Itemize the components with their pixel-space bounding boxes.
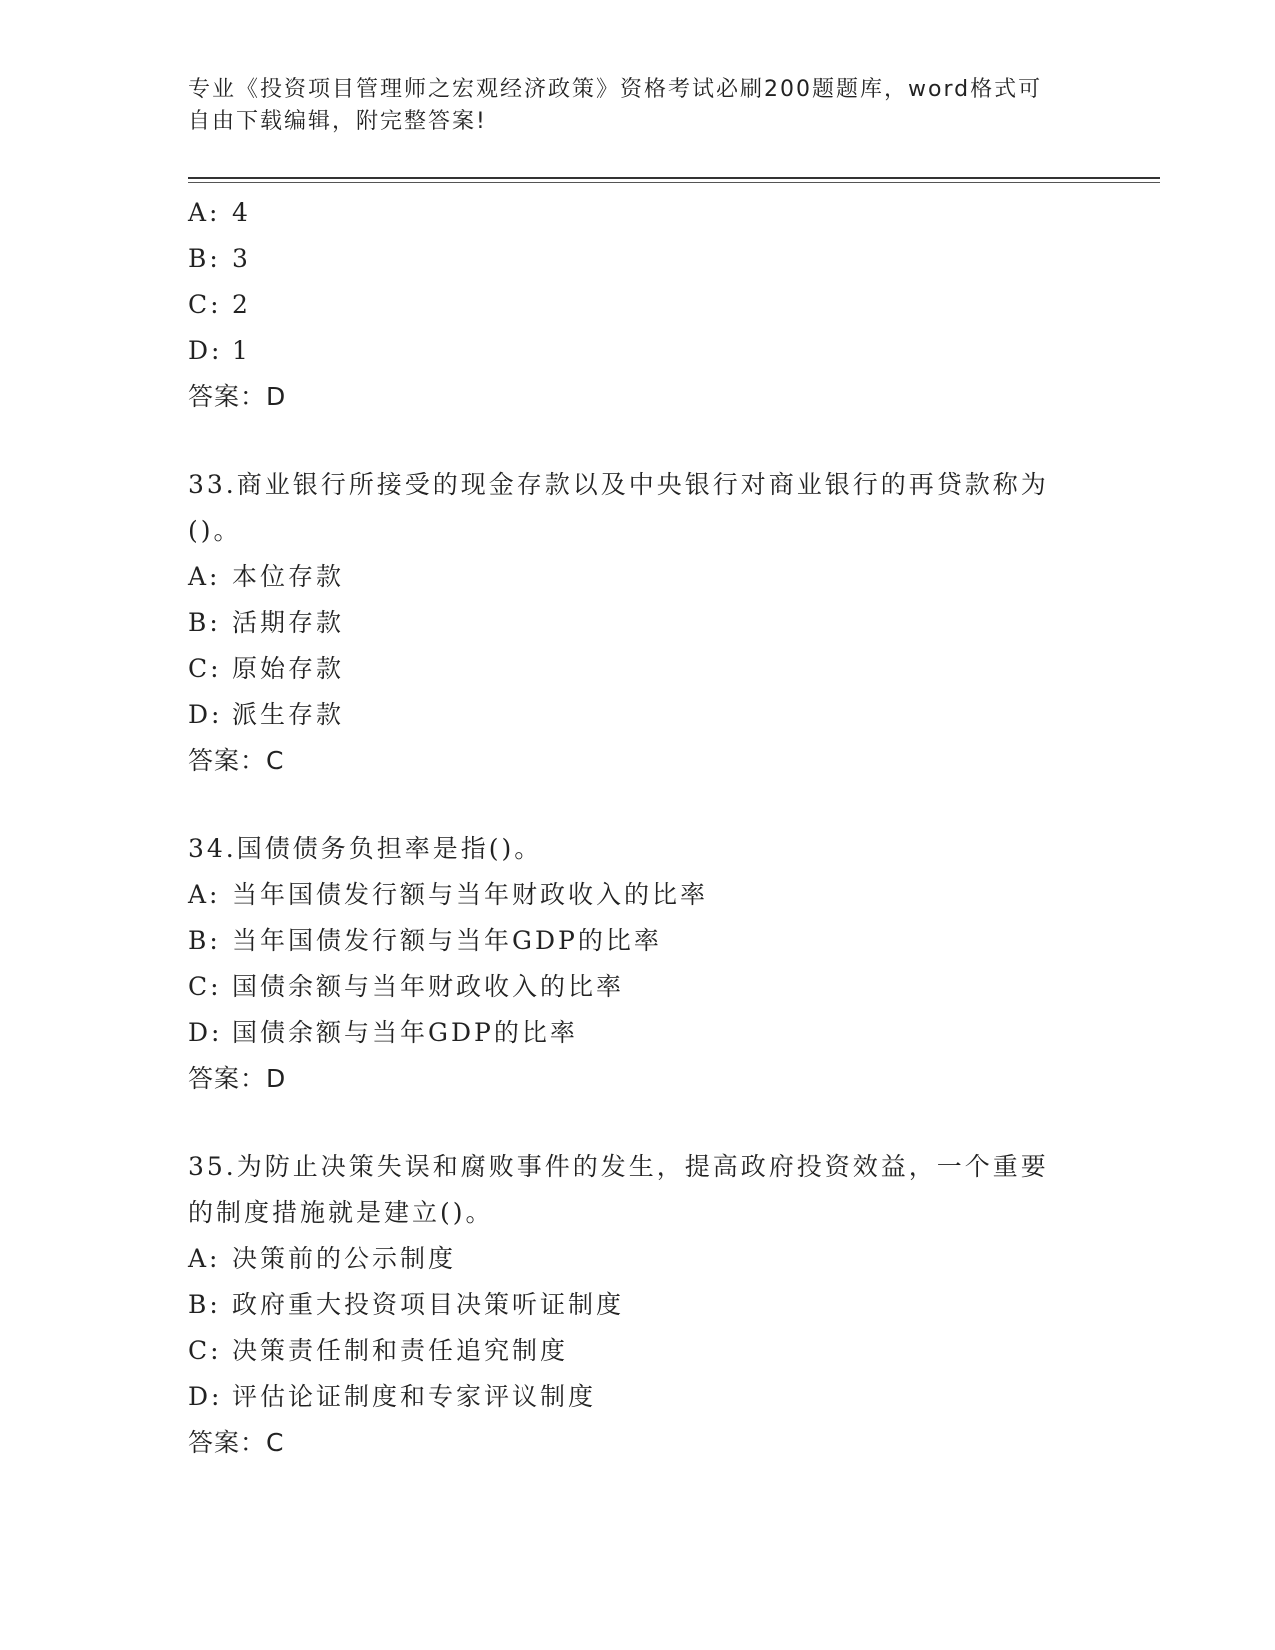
option-key: A: [188,1244,221,1273]
question-stem: 34.国债债务负担率是指()。 [188,834,543,863]
document-header [188,74,1068,138]
question-stem-continued: 的制度措施就是建立()。 [188,1198,494,1227]
header-line-2: 自由下载编辑，附完整答案! [188,109,487,134]
question-32 [188,190,1088,420]
option-key: D: [188,700,223,729]
option-key: B: [188,926,221,955]
option-text: 政府重大投资项目决策听证制度 [232,1290,625,1319]
option-text: 决策前的公示制度 [232,1244,457,1273]
option-key: C: [188,290,222,319]
option-text: 派生存款 [232,700,345,729]
question-35 [188,1144,1088,1466]
option-key: C: [188,972,222,1001]
answer-label: 答案：D [188,1064,287,1093]
option-b [188,1282,1088,1328]
header-rule-thin [188,182,1160,183]
option-text: 1 [232,336,251,365]
option-b [188,236,1088,282]
option-key: D: [188,1382,223,1411]
question-stem-continued: ()。 [188,516,242,545]
option-text: 决策责任制和责任追究制度 [232,1336,569,1365]
option-text: 国债余额与当年财政收入的比率 [232,972,625,1001]
option-c [188,282,1088,328]
header-line-1: 专业《投资项目管理师之宏观经济政策》资格考试必刷200题题库，word格式可 [188,77,1043,102]
option-text: 4 [232,198,251,227]
question-33 [188,462,1088,784]
option-d [188,1374,1088,1420]
option-key: B: [188,1290,221,1319]
option-text: 国债余额与当年GDP的比率 [232,1018,578,1047]
option-c [188,964,1088,1010]
option-text: 3 [232,244,251,273]
option-key: B: [188,608,221,637]
option-d [188,692,1088,738]
option-key: A: [188,880,221,909]
question-stem: 35.为防止决策失误和腐败事件的发生，提高政府投资效益，一个重要 [188,1152,1049,1181]
option-key: D: [188,336,223,365]
option-text: 本位存款 [232,562,345,591]
question-stem: 33.商业银行所接受的现金存款以及中央银行对商业银行的再贷款称为 [188,470,1049,499]
option-text: 2 [232,290,251,319]
option-b [188,918,1088,964]
answer-label: 答案：C [188,746,285,775]
option-text: 原始存款 [232,654,345,683]
option-key: D: [188,1018,223,1047]
option-key: A: [188,562,221,591]
option-text: 当年国债发行额与当年GDP的比率 [232,926,662,955]
option-text: 活期存款 [232,608,345,637]
question-34 [188,826,1088,1102]
option-c [188,646,1088,692]
option-key: B: [188,244,221,273]
option-a [188,1236,1088,1282]
option-text: 评估论证制度和专家评议制度 [232,1382,597,1411]
option-d [188,1010,1088,1056]
answer-label: 答案：C [188,1428,285,1457]
option-key: C: [188,1336,222,1365]
option-c [188,1328,1088,1374]
option-b [188,600,1088,646]
header-rule-thick [188,177,1160,179]
option-d [188,328,1088,374]
option-a [188,554,1088,600]
answer-label: 答案：D [188,382,287,411]
option-key: A: [188,198,221,227]
option-key: C: [188,654,222,683]
question-list [188,190,1088,1466]
option-a [188,872,1088,918]
option-text: 当年国债发行额与当年财政收入的比率 [232,880,709,909]
option-a [188,190,1088,236]
